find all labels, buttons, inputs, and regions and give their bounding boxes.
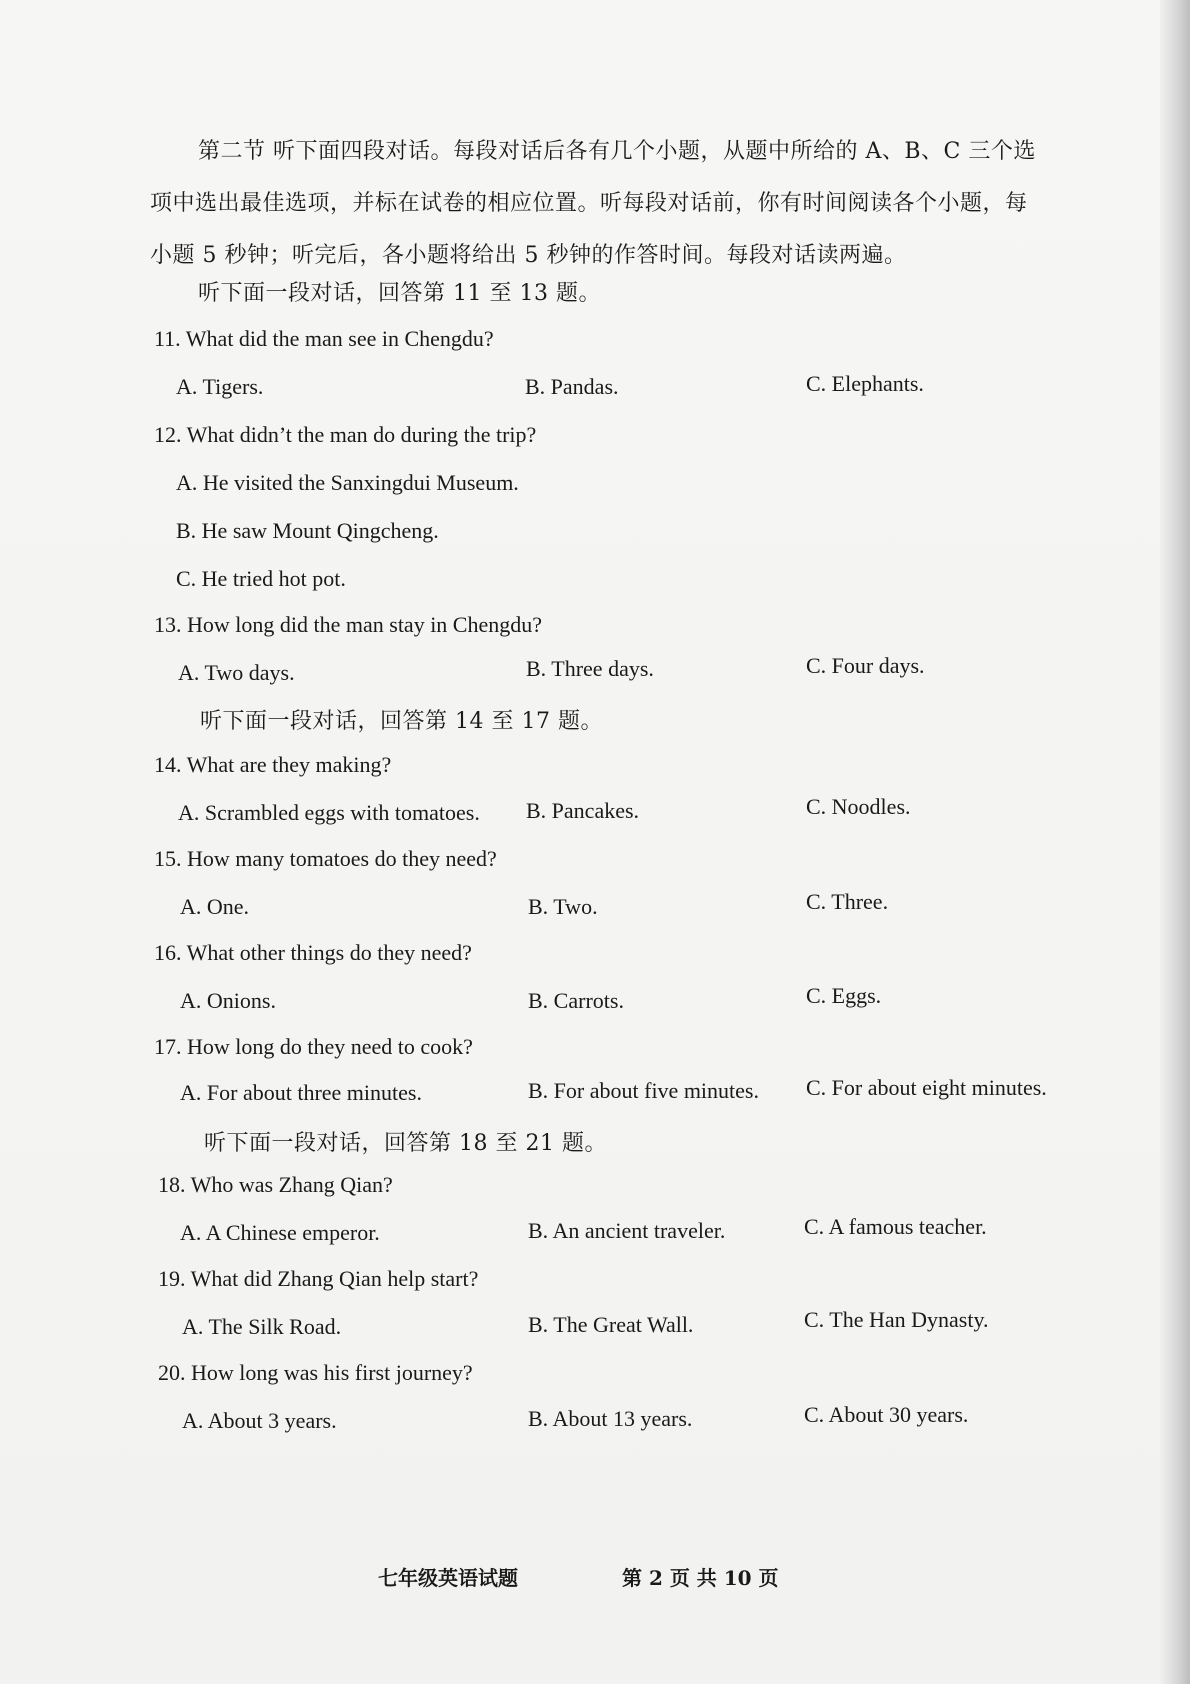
section-instructions [150, 126, 1050, 282]
footer-page-number: 第 2 页 共 10 页 [622, 1566, 779, 1590]
q20-option-a: A. About 3 years. [182, 1408, 337, 1433]
q18-option-b: B. An ancient traveler. [528, 1218, 726, 1243]
q14-option-b: B. Pancakes. [526, 798, 640, 823]
question-20: 20. How long was his first journey? [158, 1360, 473, 1385]
q18-option-c: C. A famous teacher. [804, 1214, 987, 1239]
q11-option-b: B. Pandas. [525, 374, 619, 399]
q13-option-b: B. Three days. [526, 656, 654, 681]
question-11: 11. What did the man see in Chengdu? [154, 326, 494, 351]
q18-option-a: A. A Chinese emperor. [180, 1220, 380, 1245]
q14-option-c: C. Noodles. [806, 794, 911, 819]
q15-option-b: B. Two. [528, 894, 598, 919]
q19-option-b: B. The Great Wall. [528, 1312, 694, 1337]
q11-option-a: A. Tigers. [176, 374, 264, 399]
instruction-line-1: 第二节 听下面四段对话。每段对话后各有几个小题，从题中所给的 A、B、C 三个选 [198, 139, 1036, 164]
listen-header-18-21: 听下面一段对话，回答第 18 至 21 题。 [204, 1131, 607, 1156]
question-12: 12. What didn’t the man do during the trip? [154, 422, 537, 447]
q19-option-c: C. The Han Dynasty. [804, 1307, 989, 1332]
q17-option-b: B. For about five minutes. [528, 1078, 759, 1103]
question-14: 14. What are they making? [154, 752, 392, 777]
q17-option-a: A. For about three minutes. [180, 1080, 422, 1105]
q20-option-c: C. About 30 years. [804, 1402, 969, 1427]
q15-option-c: C. Three. [806, 889, 889, 914]
question-16: 16. What other things do they need? [154, 940, 472, 965]
footer-exam-title: 七年级英语试题 [378, 1566, 518, 1590]
q15-option-a: A. One. [180, 894, 250, 919]
question-15: 15. How many tomatoes do they need? [154, 846, 497, 871]
q13-option-a: A. Two days. [178, 660, 295, 685]
question-13: 13. How long did the man stay in Chengdu? [154, 612, 543, 637]
question-17: 17. How long do they need to cook? [154, 1034, 473, 1059]
instruction-line-3: 小题 5 秒钟；听完后，各小题将给出 5 秒钟的作答时间。每段对话读两遍。 [150, 243, 907, 268]
page-edge-shadow [1160, 0, 1190, 1684]
listen-header-11-13: 听下面一段对话，回答第 11 至 13 题。 [198, 281, 601, 306]
q12-option-a: A. He visited the Sanxingdui Museum. [176, 470, 519, 495]
q19-option-a: A. The Silk Road. [182, 1314, 342, 1339]
question-19: 19. What did Zhang Qian help start? [158, 1266, 479, 1291]
q20-option-b: B. About 13 years. [528, 1406, 693, 1431]
question-18: 18. Who was Zhang Qian? [158, 1172, 393, 1197]
q16-option-c: C. Eggs. [806, 983, 882, 1008]
listen-header-14-17: 听下面一段对话，回答第 14 至 17 题。 [200, 709, 603, 734]
q12-option-c: C. He tried hot pot. [176, 566, 346, 591]
q17-option-c: C. For about eight minutes. [806, 1075, 1047, 1100]
q16-option-a: A. Onions. [180, 988, 276, 1013]
q16-option-b: B. Carrots. [528, 988, 624, 1013]
q12-option-b: B. He saw Mount Qingcheng. [176, 518, 439, 543]
q13-option-c: C. Four days. [806, 653, 925, 678]
instruction-line-2: 项中选出最佳选项，并标在试卷的相应位置。听每段对话前，你有时间阅读各个小题，每 [150, 191, 1028, 216]
q11-option-c: C. Elephants. [806, 371, 924, 396]
q14-option-a: A. Scrambled eggs with tomatoes. [178, 800, 480, 825]
